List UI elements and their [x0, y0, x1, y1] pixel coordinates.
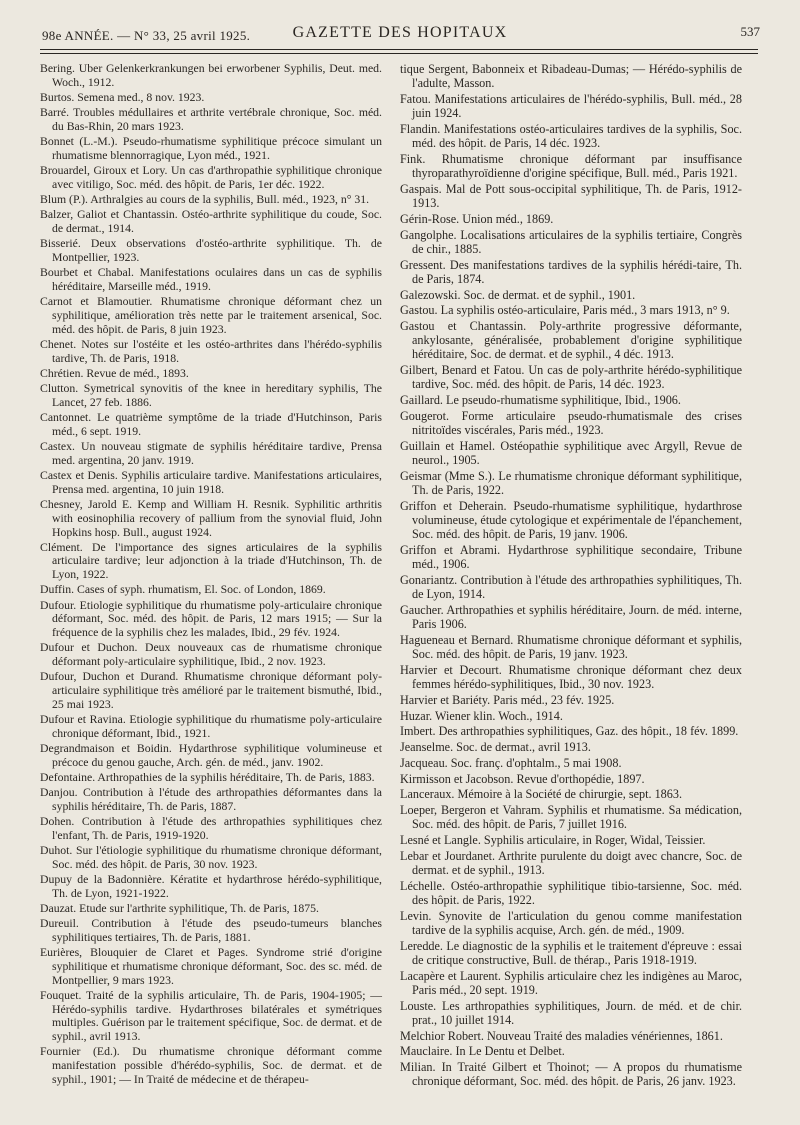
bibliography-entry: Galezowski. Soc. de dermat. et de syphil., 1901. — [400, 287, 636, 302]
bibliography-entry: tique Sergent, Babonneix et Ribadeau-Dumas; — Hérédo-syphilis de l'adulte, Masson. — [400, 62, 742, 91]
bibliography-entry: Louste. Les arthropathies syphilitiques, Journ. de méd. et de chir. prat., 10 juillet 1914. — [400, 998, 742, 1027]
bibliography-entry: Jacqueau. Soc. franç. d'ophtalm., 5 mai 1908. — [400, 755, 622, 770]
bibliography-entry: Jeanselme. Soc. de dermat., avril 1913. — [400, 740, 591, 755]
bibliography-entry: Danjou. Contribution à l'étude des arthropathies déformantes dans la syphilis héréditaire, Th. de Paris, 1887. — [40, 786, 382, 813]
bibliography-entry: Clutton. Symetrical synovitis of the knee in hereditary syphilis, The Lancet, 27 feb. 1886. — [40, 382, 382, 409]
bibliography-entry: Bering. Uber Gelenkerkrankungen bei erworbener Syphilis, Deut. med. Woch., 1912. — [40, 62, 382, 89]
bibliography-entry: Guillain et Hamel. Ostéopathie syphilitique avec Argyll, Revue de neurol., 1905. — [400, 438, 742, 468]
bibliography-entry: Gastou. La syphilis ostéo-articulaire, Paris méd., 3 mars 1913, n° 9. — [400, 303, 730, 318]
bibliography-entry: Gaillard. Le pseudo-rhumatisme syphilitique, Ibid., 1906. — [400, 393, 681, 408]
bibliography-entry: Lebar et Jourdanet. Arthrite purulente du doigt avec chancre, Soc. de dermat. et de syphil., 1913. — [400, 848, 742, 877]
bibliography-entry: Flandin. Manifestations ostéo-articulaires tardives de la syphilis, Soc. méd. des hôpit. de Paris, 14 déc. 1923. — [400, 121, 742, 151]
bibliography-entry: Dufour et Ravina. Etiologie syphilitique du rhumatisme poly-articulaire chronique déformant, Ibid., 1921. — [40, 713, 382, 740]
bibliography-entry: Griffon et Deherain. Pseudo-rhumatisme syphilitique, hydarthrose volumineuse, étude cytologique et expérimentale de l'épanchement, Soc. méd. des hôpit. de Paris, 19 janv. 1906. — [400, 498, 742, 542]
bibliography-entry: Eurières, Blouquier de Claret et Pages. Syndrome strié d'origine syphilitique et rhumatisme chronique déformant, Soc. des sc. méd. de Montpellier, 9 mars 1923. — [40, 946, 382, 987]
right-column — [400, 62, 742, 1090]
left-column — [40, 62, 382, 1088]
bibliography-entry: Bisserié. Deux observations d'ostéo-arthrite syphilitique. Th. de Montpellier, 1923. — [40, 237, 382, 265]
journal-title: GAZETTE DES HOPITAUX — [292, 24, 508, 41]
bibliography-entry: Bourbet et Chabal. Manifestations oculaires dans un cas de syphilis héréditaire, Marseille méd., 1919. — [40, 266, 382, 294]
bibliography-entry: Castex. Un nouveau stigmate de syphilis héréditaire tardive, Prensa med. argentina, 20 janv. 1919. — [40, 440, 382, 467]
bibliography-entry: Gonariantz. Contribution à l'étude des arthropathies syphilitiques, Th. de Lyon, 1914. — [400, 572, 742, 602]
bibliography-entry: Dauzat. Etude sur l'arthrite syphilitique, Th. de Paris, 1875. — [40, 902, 319, 916]
bibliography-entry: Lesné et Langle. Syphilis articulaire, in Roger, Widal, Teissier. — [400, 832, 706, 847]
bibliography-entry: Brouardel, Giroux et Lory. Un cas d'arthropathie syphilitique chronique avec vitiligo, Soc. méd. des hôpit. de Paris, 1er déc. 1922. — [40, 164, 382, 191]
bibliography-entry: Lanceraux. Mémoire à la Société de chirurgie, sept. 1863. — [400, 787, 683, 802]
bibliography-entry: Hagueneau et Bernard. Rhumatisme chronique déformant et syphilis, Soc. méd. des hôpit. de Paris, 19 janv. 1923. — [400, 632, 742, 662]
bibliography-entry: Chesney, Jarold E. Kemp and William H. Resnik. Syphilitic arthritis with eosinophilia recovery of pallium from the synovial fluid, John Hopkins hosp. Bull., august 1924. — [40, 498, 382, 539]
bibliography-entry: Léchelle. Ostéo-arthropathie syphilitique tibio-tarsienne, Soc. méd. des hôpit. de Paris, 1922. — [400, 878, 742, 907]
bibliography-entry: Clément. De l'importance des signes articulaires de la syphilis articulaire tardive; leur adjonction à la triade d'Hutchinson, Th. de Lyon, 1922. — [40, 540, 382, 582]
bibliography-entry: Carnot et Blamoutier. Rhumatisme chronique déformant chez un syphilitique, amélioration très nette par le traitement arsenical, Soc. méd. des hôpit. de Paris, 8 juin 1923. — [40, 295, 382, 336]
bibliography-entry: Harvier et Decourt. Rhumatisme chronique déformant chez deux femmes hérédo-syphilitiques, Ibid., 30 nov. 1923. — [400, 662, 742, 692]
bibliography-entry: Duhot. Sur l'étiologie syphilitique du rhumatisme chronique déformant, Soc. méd. des hôpit. de Paris, 30 nov. 1923. — [40, 844, 382, 871]
bibliography-entry: Chenet. Notes sur l'ostéite et les ostéo-arthrites dans l'hérédo-syphilis tardive, Th. de Paris, 1918. — [40, 337, 382, 365]
page-number: 537 — [740, 24, 760, 39]
bibliography-entry: Cantonnet. Le quatrième symptôme de la triade d'Hutchinson, Paris méd., 6 sept. 1919. — [40, 411, 382, 438]
bibliography-entry: Dufour, Duchon et Durand. Rhumatisme chronique déformant poly-articulaire syphilitique très amélioré par le traitement bismuthé, Ibid., 25 mai 1923. — [40, 670, 382, 711]
bibliography-entry: Dufour. Etiologie syphilitique du rhumatisme poly-articulaire chronique déformant, Soc. méd. des hôpit. de Paris, 12 mars 1915; — Sur la fréquence de la syphilis chez les malades, Ibid., 29 fév. 1924. — [40, 598, 382, 640]
bibliography-entry: Levin. Synovite de l'articulation du genou comme manifestation tardive de la syphilis acquise, Arch. gén. de méd., 1909. — [400, 908, 742, 937]
bibliography-entry: Gangolphe. Localisations articulaires de la syphilis tertiaire, Congrès de chir., 1885. — [400, 227, 742, 256]
header-rule — [40, 49, 758, 50]
bibliography-entry: Gérin-Rose. Union méd., 1869. — [400, 211, 554, 226]
bibliography-entry: Burtos. Semena med., 8 nov. 1923. — [40, 90, 205, 104]
bibliography-entry: Gastou et Chantassin. Poly-arthrite progressive déformante, ankylosante, généralisée, probablement d'origine syphilitique héréditaire, Soc. de dermat. et de syphil., 4 déc. 1913. — [400, 318, 742, 362]
bibliography-entry: Dohen. Contribution à l'étude des arthropathies syphilitiques chez l'enfant, Th. de Paris, 1919-1920. — [40, 815, 382, 842]
bibliography-entry: Leredde. Le diagnostic de la syphilis et le traitement d'épreuve : essai de critique constructive, Bull. de thérap., Paris 1918-1919. — [400, 938, 742, 967]
bibliography-entry: Gaspais. Mal de Pott sous-occipital syphilitique, Th. de Paris, 1912-1913. — [400, 181, 742, 211]
bibliography-entry: Blum (P.). Arthralgies au cours de la syphilis, Bull. méd., 1923, n° 31. — [40, 193, 370, 207]
bibliography-entry: Mauclaire. In Le Dentu et Delbet. — [400, 1044, 565, 1059]
bibliography-entry: Dufour et Duchon. Deux nouveaux cas de rhumatisme chronique déformant poly-articulaire syphilitique, Ibid., 2 nov. 1923. — [40, 641, 382, 669]
bibliography-entry: Duffin. Cases of syph. rhumatism, El. Soc. of London, 1869. — [40, 583, 326, 597]
bibliography-entry: Gilbert, Benard et Fatou. Un cas de poly-arthrite hérédo-syphilitique tardive, Soc. méd. des hôpit. de Paris, 14 déc. 1923. — [400, 363, 742, 392]
bibliography-entry: Fink. Rhumatisme chronique déformant par insuffisance thyroparathyroïdienne d'origine spécifique, Bull. méd., Paris 1921. — [400, 151, 742, 181]
bibliography-entry: Gougerot. Forme articulaire pseudo-rhumatismale des crises nitritoïdes viscérales, Paris méd., 1923. — [400, 408, 742, 438]
bibliography-entry: Fournier (Ed.). Du rhumatisme chronique déformant comme manifestation possible d'hérédo-syphilis, Soc. de dermat. et de syphil., 1901; — In Traité de médecine et de thérapeu- — [40, 1045, 382, 1086]
header-rule-thin — [40, 53, 758, 54]
bibliography-entry: Huzar. Wiener klin. Woch., 1914. — [400, 708, 563, 723]
bibliography-entry: Dureuil. Contribution à l'étude des pseudo-tumeurs blanches syphilitiques tertiaires, Th. de Paris, 1881. — [40, 917, 382, 945]
bibliography-entry: Chrétien. Revue de méd., 1893. — [40, 366, 189, 380]
issue-info: 98e ANNÉE. — N° 33, 25 avril 1925. — [42, 28, 251, 43]
bibliography-entry: Bonnet (L.-M.). Pseudo-rhumatisme syphilitique précoce simulant un rhumatisme blennorragique, Lyon méd., 1921. — [40, 135, 382, 162]
bibliography-entry: Gaucher. Arthropathies et syphilis héréditaire, Journ. de méd. interne, Paris 1906. — [400, 602, 742, 632]
bibliography-entry: Griffon et Abrami. Hydarthrose syphilitique secondaire, Tribune méd., 1906. — [400, 543, 742, 572]
bibliography-entry: Geismar (Mme S.). Le rhumatisme chronique déformant syphilitique, Th. de Paris, 1922. — [400, 468, 742, 498]
bibliography-entry: Fouquet. Traité de la syphilis articulaire, Th. de Paris, 1904-1905; — Hérédo-syphilis tardive. Hydarthroses bilatérales et symétriques multiples. Guérison par le traitement spécifique, Soc. de dermat. et de syphil., avril 1913. — [40, 989, 382, 1044]
bibliography-entry: Melchior Robert. Nouveau Traité des maladies vénériennes, 1861. — [400, 1028, 723, 1043]
bibliography-entry: Dupuy de la Badonnière. Kératite et hydarthrose hérédo-syphilitique, Th. de Lyon, 1921-1922. — [40, 873, 382, 900]
page-header — [40, 20, 760, 46]
bibliography-entry: Gressent. Des manifestations tardives de la syphilis hérédi-taire, Th. de Paris, 1874. — [400, 257, 742, 286]
bibliography-entry: Barré. Troubles médullaires et arthrite vertébrale chronique, Soc. méd. du Bas-Rhin, 20 mars 1923. — [40, 106, 382, 133]
bibliography-entry: Imbert. Des arthropathies syphilitiques, Gaz. des hôpit., 18 fév. 1899. — [400, 724, 739, 739]
bibliography-entry: Harvier et Bariéty. Paris méd., 23 fév. 1925. — [400, 692, 615, 707]
bibliography-entry: Lacapère et Laurent. Syphilis articulaire chez les indigènes au Maroc, Paris méd., 20 sept. 1919. — [400, 968, 742, 997]
bibliography-entry: Fatou. Manifestations articulaires de l'hérédo-syphilis, Bull. méd., 28 juin 1924. — [400, 91, 742, 121]
bibliography-entry: Kirmisson et Jacobson. Revue d'orthopédie, 1897. — [400, 771, 645, 786]
bibliography-entry: Defontaine. Arthropathies de la syphilis héréditaire, Th. de Paris, 1883. — [40, 770, 375, 784]
bibliography-entry: Milian. In Traité Gilbert et Thoinot; — A propos du rhumatisme chronique déformant, Soc. méd. des hôpit. de Paris, 26 janv. 1923. — [400, 1059, 742, 1089]
bibliography-entry: Degrandmaison et Boidin. Hydarthrose syphilitique volumineuse et précoce du genou gauche, Arch. gén. de méd., janv. 1902. — [40, 742, 382, 769]
bibliography-entry: Castex et Denis. Syphilis articulaire tardive. Manifestations articulaires, Prensa med. argentina, 10 juin 1918. — [40, 469, 382, 496]
bibliography-entry: Loeper, Bergeron et Vahram. Syphilis et rhumatisme. Sa médication, Soc. méd. des hôpit. de Paris, 7 juillet 1916. — [400, 802, 742, 832]
bibliography-entry: Balzer, Galiot et Chantassin. Ostéo-arthrite syphilitique du coude, Soc. de dermat., 1914. — [40, 208, 382, 236]
